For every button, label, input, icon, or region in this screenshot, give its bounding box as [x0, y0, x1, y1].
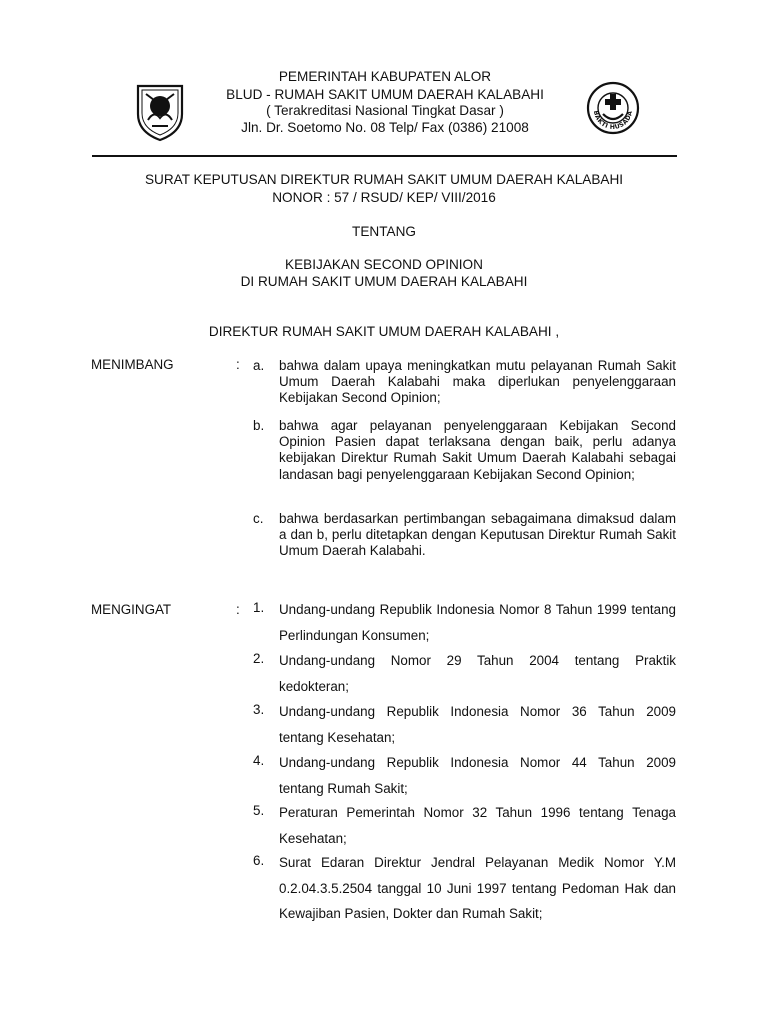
mengingat-label: MENGINGAT — [91, 602, 172, 617]
menimbang-label: MENIMBANG — [91, 357, 174, 372]
mengingat-item-6: Surat Edaran Direktur Jendral Pelayanan Medik Nomor Y.M 0.2.04.3.5.2504 tanggal 10 Juni 1997 tentang Pedoman Hak dan Kewajiban Pasien, Dokter dan Rumah Sakit; — [279, 855, 676, 921]
header-line-hospital: BLUD - RUMAH SAKIT UMUM DAERAH KALABAHI — [226, 87, 544, 102]
svg-text:BAKTI HUSADA: BAKTI HUSADA — [591, 110, 635, 132]
header-line-government: PEMERINTAH KABUPATEN ALOR — [278, 69, 492, 84]
decree-title: SURAT KEPUTUSAN DIREKTUR RUMAH SAKIT UMUM DAERAH KALABAHI — [144, 172, 624, 187]
menimbang-item-b: bahwa agar pelayanan penyelenggaraan Kebijakan Second Opinion Pasien dapat terlaksana dengan baik, perlu adanya kebijakan Direktur Rumah Sakit Umum Daerah Kalabahi sebagai landasan bagi penyelenggaraan Kebijakan Second Opinion; — [279, 418, 676, 482]
list-item-marker: b. — [253, 418, 265, 433]
list-item-marker: 2. — [253, 651, 265, 666]
mengingat-colon: : — [236, 602, 240, 617]
menimbang-colon: : — [236, 357, 240, 372]
menimbang-item-a: bahwa dalam upaya meningkatkan mutu pelayanan Rumah Sakit Umum Daerah Kalabahi maka diperlukan penyelenggaraan Kebijakan Second Opinion; — [279, 358, 676, 406]
mengingat-item-4: Undang-undang Republik Indonesia Nomor 44 Tahun 2009 tentang Rumah Sakit; — [279, 755, 676, 796]
list-item-marker: a. — [253, 358, 265, 373]
director-heading: DIREKTUR RUMAH SAKIT UMUM DAERAH KALABAHI , — [208, 324, 560, 339]
list-item-marker: c. — [253, 511, 264, 526]
list-item-marker: 5. — [253, 803, 265, 818]
header-line-accreditation: ( Terakreditasi Nasional Tingkat Dasar ) — [266, 103, 504, 118]
mengingat-item-2: Undang-undang Nomor 29 Tahun 2004 tentang Praktik kedokteran; — [279, 653, 676, 694]
mengingat-item-1: Undang-undang Republik Indonesia Nomor 8 Tahun 1999 tentang Perlindungan Konsumen; — [279, 602, 676, 643]
list-item-marker: 3. — [253, 702, 265, 717]
tentang-heading: TENTANG — [352, 224, 416, 239]
header-line-address: Jln. Dr. Soetomo No. 08 Telp/ Fax (0386) 21008 — [241, 120, 529, 135]
menimbang-item-c: bahwa berdasarkan pertimbangan sebagaimana dimaksud dalam a dan b, perlu ditetapkan dengan Keputusan Direktur Rumah Sakit Umum Daerah Kalabahi. — [279, 511, 676, 559]
list-item-marker: 6. — [253, 853, 265, 868]
bakti-husada-logo-icon — [585, 80, 641, 136]
subject-line-2: DI RUMAH SAKIT UMUM DAERAH KALABAHI — [240, 274, 528, 289]
decree-number: NONOR : 57 / RSUD/ KEP/ VIII/2016 — [272, 190, 496, 205]
list-item-marker: 1. — [253, 600, 265, 615]
mengingat-item-5: Peraturan Pemerintah Nomor 32 Tahun 1996 tentang Tenaga Kesehatan; — [279, 805, 676, 846]
header-divider — [92, 155, 677, 157]
subject-line-1: KEBIJAKAN SECOND OPINION — [285, 257, 483, 272]
list-item-marker: 4. — [253, 753, 265, 768]
mengingat-item-3: Undang-undang Republik Indonesia Nomor 36 Tahun 2009 tentang Kesehatan; — [279, 704, 676, 745]
